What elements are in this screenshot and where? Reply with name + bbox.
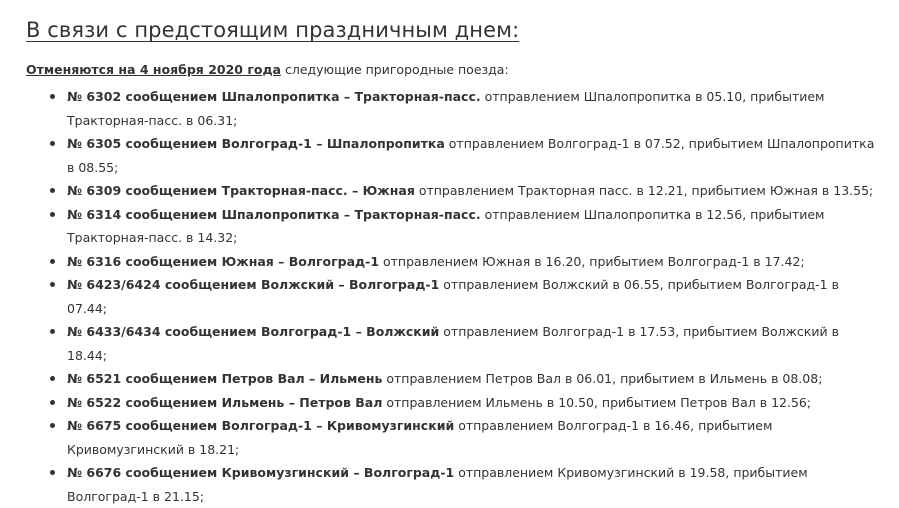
intro-rest: следующие пригородные поезда:: [280, 62, 509, 77]
train-details: отправлением Шпалопропитка в 05.10, прибытием Тракторная-пасс. в 06.31;: [67, 89, 825, 128]
train-list: [26, 85, 879, 508]
train-details: отправлением Петров Вал в 06.01, прибытием в Ильмень в 08.08;: [382, 371, 823, 386]
train-route: № 6522 сообщением Ильмень – Петров Вал: [67, 394, 383, 410]
train-details: отправлением Волгоград-1 в 07.52, прибытием Шпалопропитка в 08.55;: [67, 136, 875, 175]
intro-lead: Отменяются на 4 ноября 2020 года: [26, 62, 281, 77]
list-item: [50, 179, 879, 203]
train-details: отправлением Волгоград-1 в 16.46, прибытием Кривомузгинский в 18.21;: [67, 418, 773, 457]
train-route: № 6309 сообщением Тракторная-пасс. – Южная: [67, 183, 415, 198]
page-title: В связи с предстоящим праздничным днем:: [26, 18, 520, 42]
train-route: № 6423/6424 сообщением Волжский – Волгоград-1: [67, 277, 440, 292]
train-route: № 6316 сообщением Южная – Волгоград-1: [67, 253, 380, 269]
train-route: № 6302 сообщением Шпалопропитка – Тракторная-пасс.: [67, 89, 481, 104]
list-item: [50, 85, 879, 132]
train-details: отправлением Ильмень в 10.50, прибытием Петров Вал в 12.56;: [382, 394, 812, 410]
list-item: [50, 414, 879, 461]
list-item: [50, 132, 879, 179]
train-details: отправлением Кривомузгинский в 19.58, прибытием Волгоград-1 в 21.15;: [67, 465, 808, 504]
list-item: [50, 320, 879, 367]
train-route: № 6521 сообщением Петров Вал – Ильмень: [67, 371, 383, 386]
list-item: [50, 273, 879, 320]
list-item: [50, 203, 879, 250]
train-details: отправлением Волгоград-1 в 17.53, прибытием Волжский в 18.44;: [67, 324, 839, 363]
train-details: отправлением Южная в 16.20, прибытием Волгоград-1 в 17.42;: [379, 253, 805, 269]
list-item: [50, 250, 879, 274]
train-route: № 6676 сообщением Кривомузгинский – Волгоград-1: [67, 465, 455, 480]
train-route: № 6305 сообщением Волгоград-1 – Шпалопропитка: [67, 136, 445, 151]
train-route: № 6675 сообщением Волгоград-1 – Кривомузгинский: [67, 418, 455, 433]
list-item: [50, 367, 879, 391]
list-item: [50, 391, 879, 415]
list-item: [50, 461, 879, 508]
train-details: отправлением Волжский в 06.55, прибытием Волгоград-1 в 07.44;: [67, 277, 839, 316]
train-details: отправлением Шпалопропитка в 12.56, прибытием Тракторная-пасс. в 14.32;: [67, 206, 825, 245]
train-details: отправлением Тракторная пасс. в 12.21, прибытием Южная в 13.55;: [414, 183, 874, 198]
intro-paragraph: [26, 62, 879, 77]
train-route: № 6433/6434 сообщением Волгоград-1 – Волжский: [67, 324, 440, 339]
train-route: № 6314 сообщением Шпалопропитка – Тракторная-пасс.: [67, 206, 481, 222]
